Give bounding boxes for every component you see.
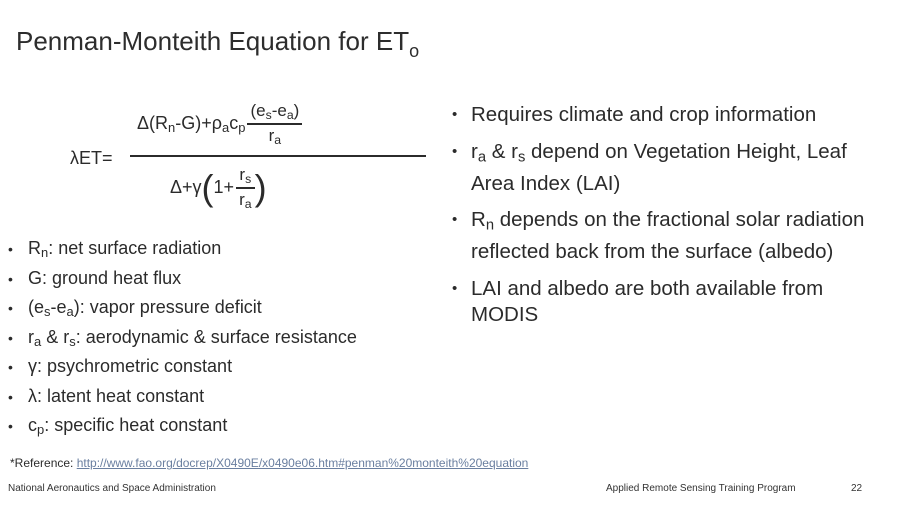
note-item: • $r_a$ & $r_s$ depend on Vegetation Height, Leaf Area Index (LAI) xyxy=(452,139,847,195)
equation-lhs: λET= xyxy=(70,148,113,168)
note-item: • LAI and albedo are both available from MODIS xyxy=(452,276,824,327)
definitions-list xyxy=(8,234,357,441)
equation-fraction-bar xyxy=(130,155,426,157)
equation-denominator: Δ+γ(1+ $\frac{r_s}{r_a}$ ) xyxy=(170,165,267,211)
equation-numerator: $\Delta(R_n-G)+\rho_ac_p$ $\frac{(e_s-e_a)}{r_a}$ xyxy=(137,102,302,146)
footer-organization: National Aeronautics and Space Administration xyxy=(8,483,216,494)
page-number: 22 xyxy=(851,483,863,494)
rs-over-ra-fraction: $\frac{r_s}{r_a}$ xyxy=(236,166,254,210)
definition-item: • $R_n$: net surface radiation xyxy=(8,238,222,261)
reference-note: *Reference: http://www.fao.org/docrep/X0490E/x0490e06.htm#penman%20monteith%20equation xyxy=(10,456,529,470)
definition-item: • γ: psychrometric constant xyxy=(8,356,233,376)
vpd-over-ra-fraction: $\frac{(e_s-e_a)}{r_a}$ xyxy=(247,102,302,146)
note-item: • Requires climate and crop information xyxy=(452,103,817,126)
penman-monteith-equation xyxy=(70,92,370,222)
note-item: • $R_n$ depends on the fractional solar radiation reflected back from the surface (albedo) xyxy=(452,208,865,264)
definition-item: • λ: latent heat constant xyxy=(8,385,205,406)
definition-item: • G: ground heat flux xyxy=(8,267,182,288)
footer-program: Applied Remote Sensing Training Program xyxy=(606,483,796,494)
definition-item: • $c_p$: specific heat constant xyxy=(8,415,228,438)
definition-item: • $r_a$ & $r_s$: aerodynamic & surface resistance xyxy=(8,326,357,349)
slide-title: Penman-Monteith Equation for $ET_o$ xyxy=(16,26,420,61)
notes-list xyxy=(452,102,892,339)
reference-link[interactable]: http://www.fao.org/docrep/X0490E/x0490e06.htm#penman%20monteith%20equation xyxy=(76,456,529,470)
definition-item: • $(e_s-e_a)$: vapor pressure deficit xyxy=(8,297,262,320)
